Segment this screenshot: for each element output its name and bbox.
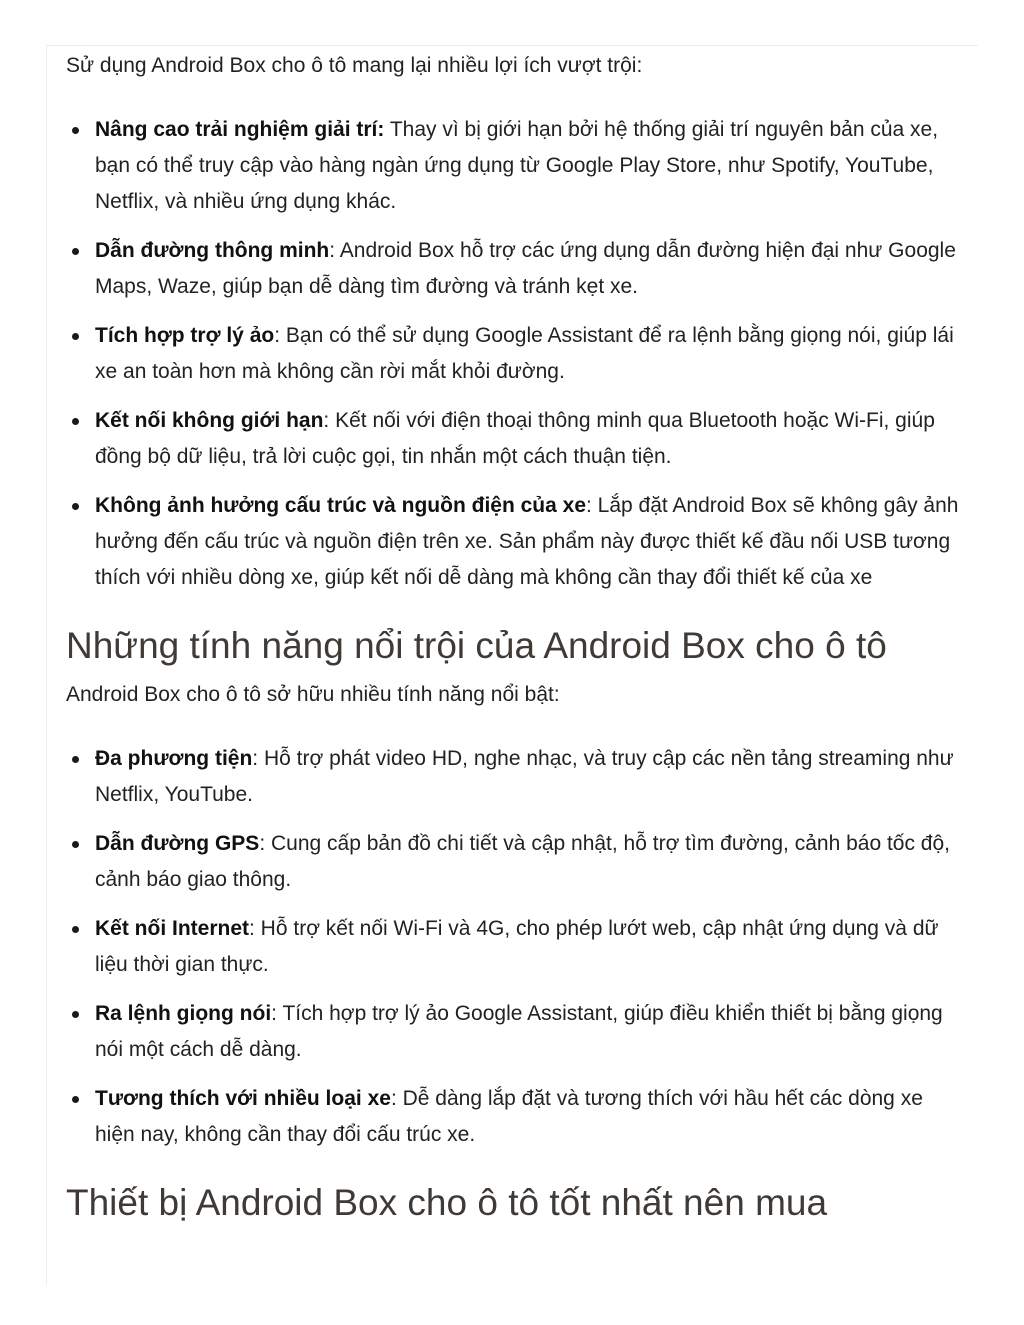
features-heading: Những tính năng nổi trội của Android Box cho ô tô xyxy=(66,625,887,666)
list-item-text: : Hỗ trợ kết nối Wi-Fi và 4G, cho phép lướt web, cập nhật ứng dụng và dữ liệu thời gian thực. xyxy=(95,917,939,976)
list-item-text: : Cung cấp bản đồ chi tiết và cập nhật, hỗ trợ tìm đường, cảnh báo tốc độ, cảnh báo giao thông. xyxy=(95,832,950,891)
list-item xyxy=(66,318,966,390)
list-item-text: : Tích hợp trợ lý ảo Google Assistant, giúp điều khiển thiết bị bằng giọng nói một cách dễ dàng. xyxy=(95,1002,943,1061)
list-item-title: Kết nối Internet xyxy=(95,917,250,940)
list-item xyxy=(66,233,966,305)
list-item xyxy=(66,826,966,898)
list-item-text: : Dễ dàng lắp đặt và tương thích với hầu hết các dòng xe hiện nay, không cần thay đổi cấu trúc xe. xyxy=(95,1087,923,1146)
list-item-title: Không ảnh hưởng cấu trúc và nguồn điện của xe xyxy=(95,494,587,517)
list-item-title: Đa phương tiện xyxy=(95,747,253,770)
list-item-text: : Lắp đặt Android Box sẽ không gây ảnh hưởng đến cấu trúc và nguồn điện trên xe. Sản phẩm này được thiết kế đầu nối USB tương thích với nhiều dòng xe, giúp kết nối dễ dàng mà không cần thay đổi thiết kế của xe xyxy=(95,494,959,589)
list-item-title: Kết nối không giới hạn xyxy=(95,409,324,432)
list-item-text: Thay vì bị giới hạn bởi hệ thống giải trí nguyên bản của xe, bạn có thể truy cập vào hàng ngàn ứng dụng từ Google Play Store, như Spotify, YouTube, Netflix, và nhiều ứng dụng khác. xyxy=(95,118,939,213)
list-item-text: : Bạn có thể sử dụng Google Assistant để ra lệnh bằng giọng nói, giúp lái xe an toàn hơn mà không cần rời mắt khỏi đường. xyxy=(95,324,954,383)
list-item xyxy=(66,112,966,220)
list-item xyxy=(66,741,966,813)
features-list xyxy=(66,741,966,1153)
best-devices-heading: Thiết bị Android Box cho ô tô tốt nhất nên mua xyxy=(66,1182,828,1223)
list-item xyxy=(66,488,966,596)
list-item-title: Nâng cao trải nghiệm giải trí: xyxy=(95,118,385,141)
article-content xyxy=(66,48,966,1225)
list-item-title: Dẫn đường GPS xyxy=(95,832,260,855)
features-intro: Android Box cho ô tô sở hữu nhiều tính năng nổi bật: xyxy=(66,683,560,706)
benefits-list xyxy=(66,112,966,596)
list-item xyxy=(66,911,966,983)
list-item xyxy=(66,403,966,475)
list-item-title: Dẫn đường thông minh xyxy=(95,239,330,262)
list-item-text: : Android Box hỗ trợ các ứng dụng dẫn đường hiện đại như Google Maps, Waze, giúp bạn dễ dàng tìm đường và tránh kẹt xe. xyxy=(95,239,956,298)
list-item-title: Ra lệnh giọng nói xyxy=(95,1002,272,1025)
benefits-intro: Sử dụng Android Box cho ô tô mang lại nhiều lợi ích vượt trội: xyxy=(66,54,643,77)
list-item-text: : Kết nối với điện thoại thông minh qua Bluetooth hoặc Wi-Fi, giúp đồng bộ dữ liệu, trả lời cuộc gọi, tin nhắn một cách thuận tiện. xyxy=(95,409,935,468)
list-item xyxy=(66,1081,966,1153)
list-item-title: Tương thích với nhiều loại xe xyxy=(95,1087,391,1110)
list-item xyxy=(66,996,966,1068)
list-item-text: : Hỗ trợ phát video HD, nghe nhạc, và truy cập các nền tảng streaming như Netflix, YouTube. xyxy=(95,747,954,806)
list-item-title: Tích hợp trợ lý ảo xyxy=(95,324,275,347)
